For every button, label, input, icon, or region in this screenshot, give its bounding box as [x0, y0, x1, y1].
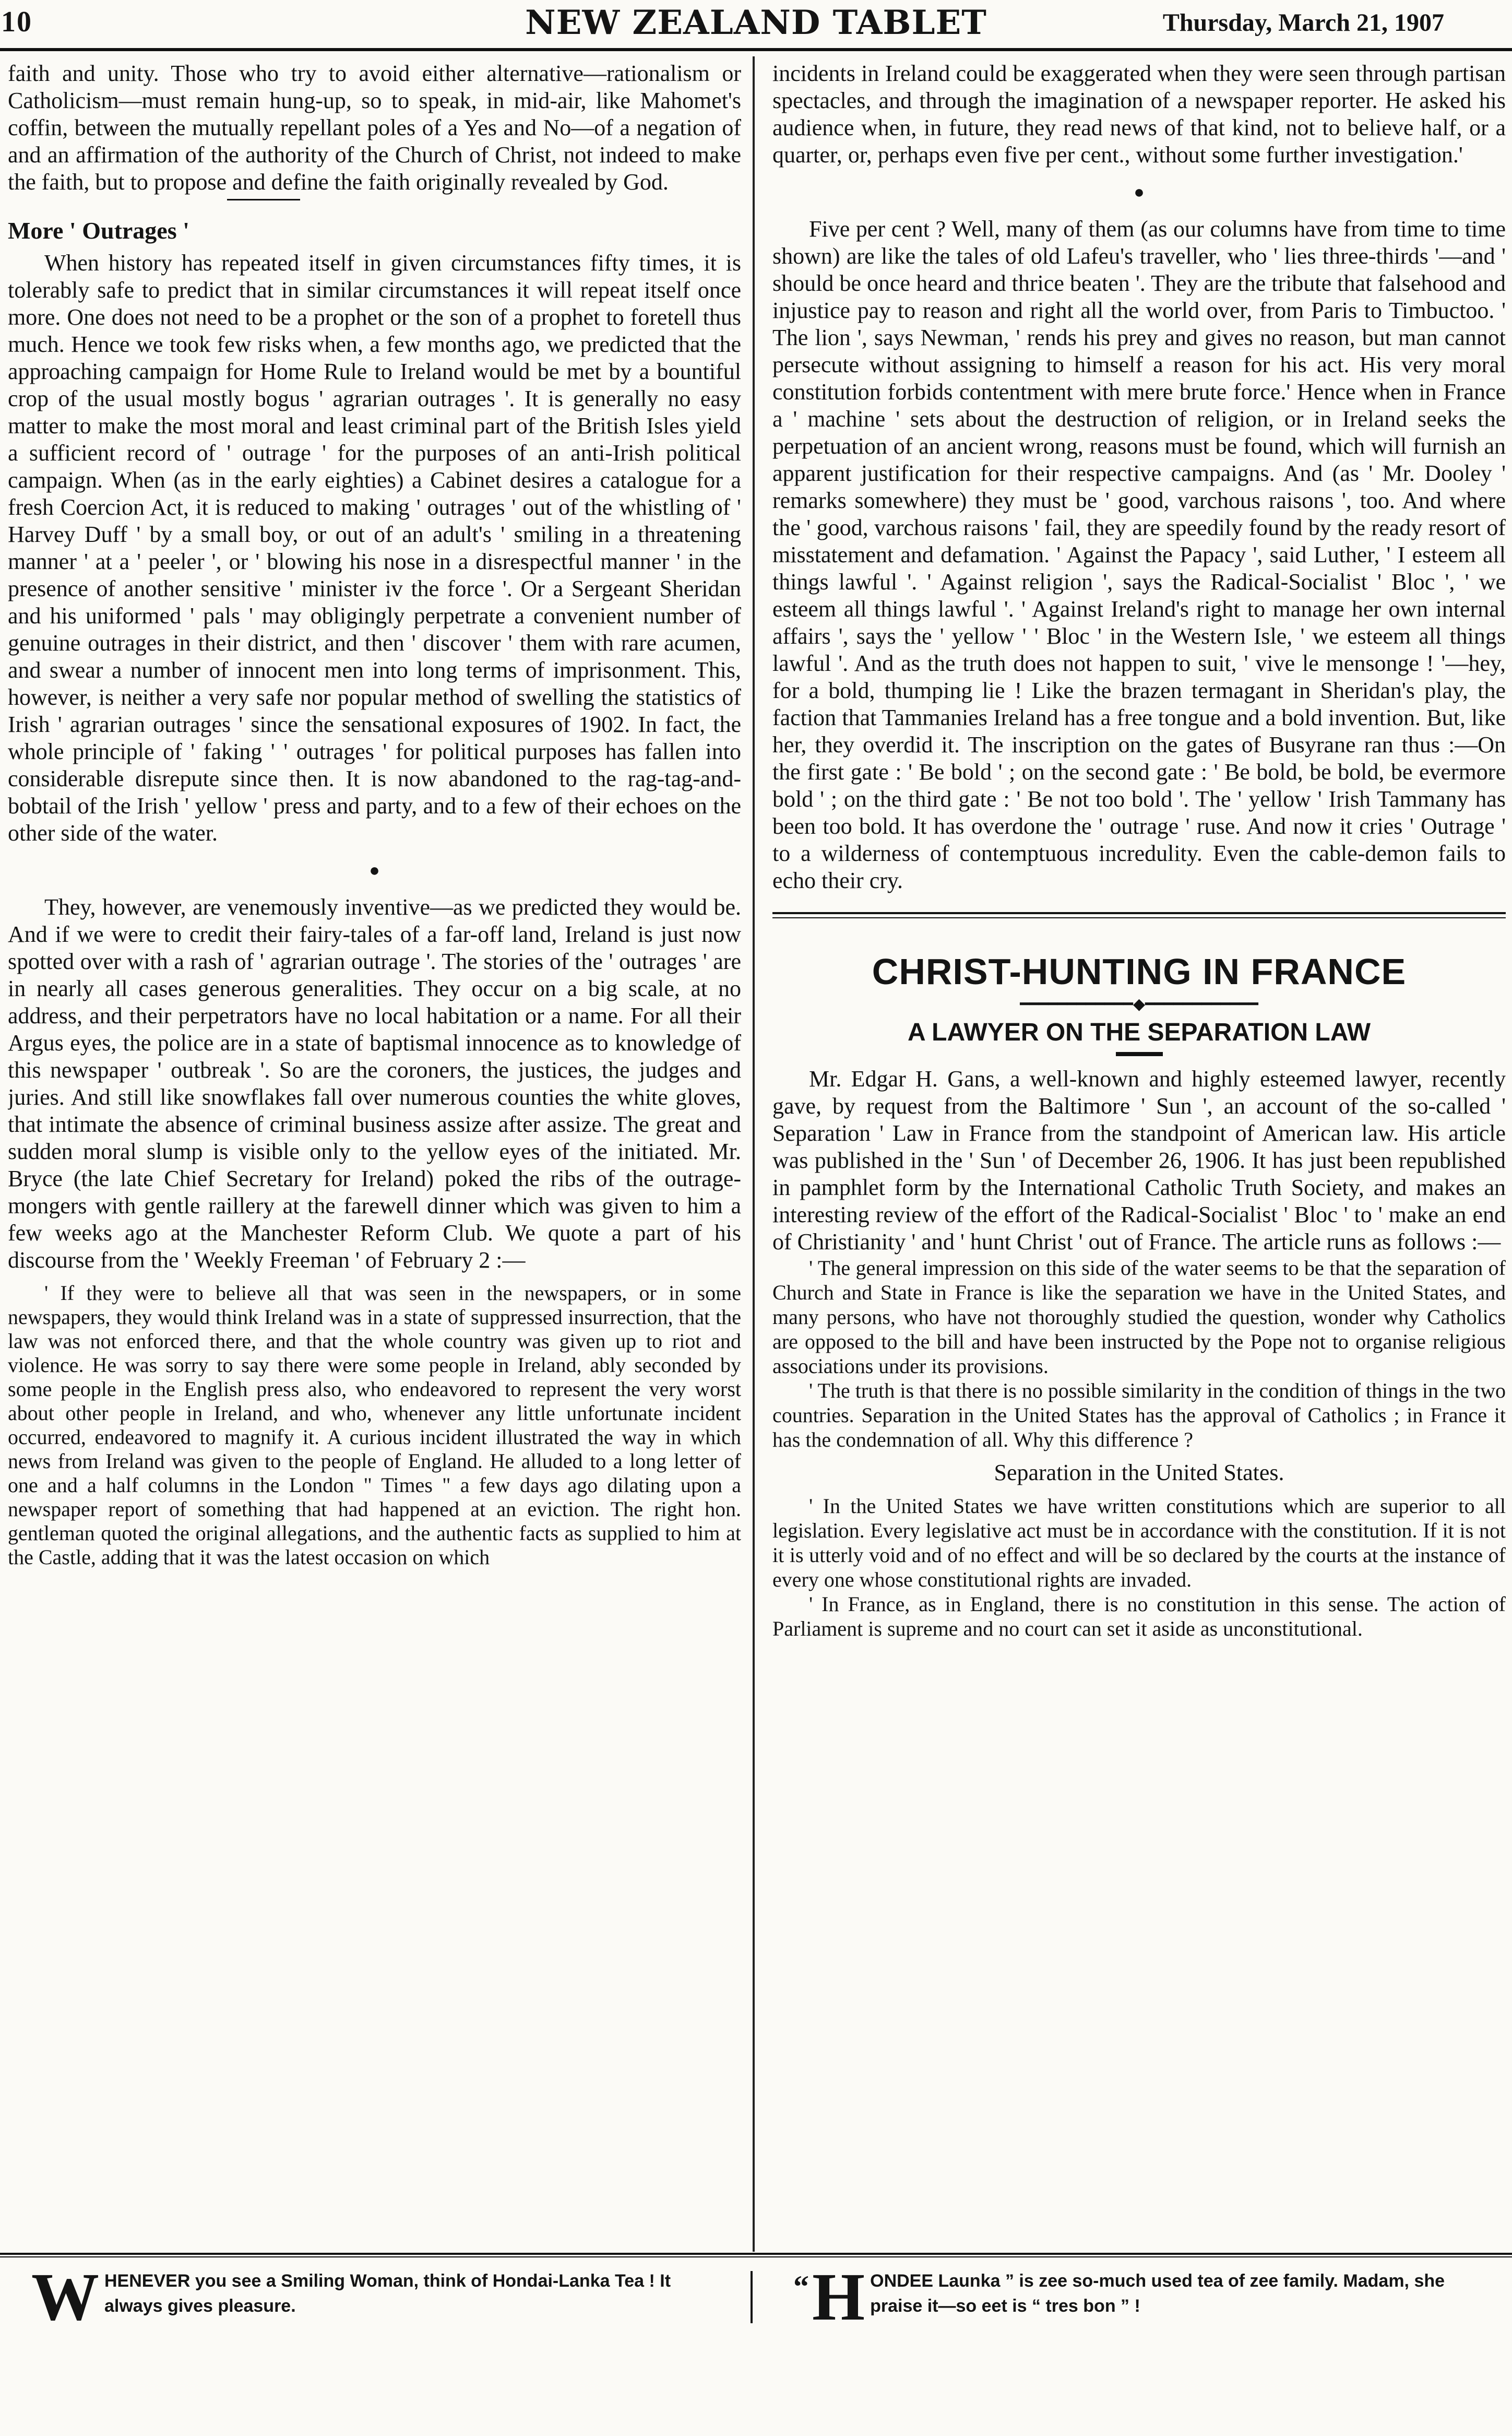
quoted-paragraph: ' In the United States we have written constitutions which are superior to all legislation. Every legislative act must be in accordance with the constitution. If it is not it is utterly void and of no effect and will be so declared by the courts at the instance of every one whose constitutional rights are invaded. [772, 1494, 1506, 1591]
footer-rule-thin [0, 2256, 1512, 2257]
section-heading: More ' Outrages ' [8, 217, 189, 244]
newspaper-title: NEW ZEALAND TABLET [525, 3, 987, 42]
article-paragraph: They, however, are venemously inventive—as we predicted they would be. And if we were to credit their fairy-tales of a far-off land, Ireland is just now spotted over with a rash of ' agrarian outrage '. The stories of the ' outrages ' are in nearly all cases generous generalities. They occur on a big scale, at no address, and their perpetrators have no local habitation or a name. For all their Argus eyes, the police are in a state of baptismal innocence as to knowledge of this newspaper ' outbreak '. So are the coroners, the justices, the judges and juries. And still like snowflakes fall over numerous counties the white gloves, that intimate the absence of criminal business assize after assize. The great and sudden moral slump is visible only to the yellow eyes of the initiated. Mr. Bryce (the late Chief Secretary for Ireland) poked the ribs of the outrage-mongers with gentle raillery at the farewell dinner which was given to him a few weeks ago at the Manchester Reform Club. We quote a part of his discourse from the ' Weekly Freeman ' of February 2 :— [8, 894, 741, 1273]
page-number: 10 [1, 6, 32, 38]
advertisement-right [793, 2260, 1482, 2335]
subsection-heading: Separation in the United States. [994, 1460, 1284, 1485]
ad-text: ONDEE Launka ” is zee so-much used tea of zee family. Madam, she praise it—so eet is “ tres bon ” ! [870, 2271, 1445, 2316]
header-rule [0, 48, 1512, 51]
quoted-paragraph: ' If they were to believe all that was seen in the newspapers, or in some newspapers, they would think Ireland was in a state of suppressed insurrection, that the law was not enforced there, and that the whole country was given up to riot and violence. He was sorry to say there were some people in Ireland, ably seconded by some people in the English press also, who endeavored to represent the very worst about other people in Ireland, and who, whenever any little unfortunate incident occurred, endeavored to magnify it. A curious incident illustrated the way in which news from Ireland was given to the people of England. He alluded to a long letter of one and a half columns in the London " Times " a few days ago dilating upon a newspaper report of something that had happened at an eviction. The right hon. gentleman quoted the original allegations, and the authentic facts as supplied to him at the Castle, adding that it was the latest occasion on which [8, 1281, 741, 1569]
quoted-paragraph: ' The general impression on this side of the water seems to be that the separation of Church and State in France is like the separation we have in the United States, and many persons, who have not thoroughly studied the question, wonder why Catholics are opposed to the bill and have been instructed by the Pope not to organise religious associations under its provisions. [772, 1256, 1506, 1378]
ad-open-quote: “ [793, 2269, 809, 2304]
column-divider [753, 56, 755, 2252]
ornament-bar [1116, 1052, 1163, 1056]
sub-headline: A LAWYER ON THE SEPARATION LAW [907, 1019, 1371, 1046]
footer-rule [0, 2253, 1512, 2255]
article-paragraph: Mr. Edgar H. Gans, a well-known and highly esteemed lawyer, recently gave, by request from the Baltimore ' Sun ', an account of the so-called ' Separation ' Law in France from the standpoint of American law. His article was published in the ' Sun ' of December 26, 1906. It has just been republished in pamphlet form by the International Catholic Truth Society, and makes an interesting review of the effort of the Radical-Socialist ' Bloc ' to ' make an end of Christianity ' and ' hunt Christ ' out of France. The article runs as follows :— [772, 1066, 1506, 1255]
masthead [0, 5, 1512, 47]
article-divider-rule [772, 912, 1506, 918]
headline: CHRIST-HUNTING IN FRANCE [872, 951, 1407, 992]
ad-dropcap: W [31, 2260, 99, 2335]
separator-dot: ● [1134, 183, 1145, 202]
article-paragraph: incidents in Ireland could be exaggerated when they were seen through partisan spectacles, and through the imagination of a newspaper reporter. He asked his audience when, in future, they read news of that kind, not to believe half, or a quarter, or, perhaps even five per cent., without some further investigation.' [772, 61, 1506, 168]
ornament-rule: ━━━━━━━━━━━━◆━━━━━━━━━━━━ [1020, 996, 1258, 1013]
article-paragraph: When history has repeated itself in given circumstances fifty times, it is tolerably safe to predict that in similar circumstances it will repeat itself once more. One does not need to be a prophet or the son of a prophet to foretell thus much. Hence we took few risks when, a few months ago, we predicted that the approaching campaign for Home Rule to Ireland would be met by a bountiful crop of the usual mostly bogus ' agrarian outrages '. It is generally no easy matter to make the most moral and least criminal part of the British Isles yield a sufficient record of ' outrage ' for the purposes of an anti-Irish political campaign. When (as in the early eighties) a Cabinet desires a catalogue for a fresh Coercion Act, it is reduced to making ' outrages ' out of the whistling of ' Harvey Duff ' by a small boy, or out of an adult's ' smiling in a threatening manner ' at a ' peeler ', or ' blowing his nose in a disrespectful manner ' in the presence of another sensitive ' minister iv the force '. Or a Sergeant Sheridan and his uniformed ' pals ' may obligingly perpetrate a convenient number of genuine outrages in their district, and then ' discover ' them with rare acumen, and swear a number of innocent men into long terms of imprisonment. This, however, is neither a very safe nor popular method of swelling the statistics of Irish ' agrarian outrages ' since the sensational exposures of 1902. In fact, the whole principle of ' faking ' ' outrages ' for political purposes has fallen into considerable disrepute since then. It is now abandoned to the rag-tag-and-bobtail of the Irish ' yellow ' press and party, and to a few of their echoes on the other side of the water. [8, 250, 741, 846]
article-paragraph: Five per cent ? Well, many of them (as our columns have from time to time shown) are like the tales of old Lafeu's traveller, who ' lies three-thirds '—and ' should be once heard and thrice beaten '. They are the tribute that falsehood and injustice pay to reason and right all the world over, from Paris to Timbuctoo. ' The lion ', says Newman, ' rends his prey and gives no reason, but man cannot persecute without assigning to himself a reason for his act. His very moral constitution forbids contentment with mere brute force.' Hence when in France a ' machine ' sets about the destruction of religion, or in Ireland seeks the perpetuation of an ancient wrong, reasons must be found, which will furnish an apparent justification for their respective campaigns. And (as ' Mr. Dooley ' remarks somewhere) they must be ' good, varchous raisons ', too. And where the ' good, varchous raisons ' fail, they are speedily found by the ready resort of misstatement and defamation. ' Against the Papacy ', said Luther, ' I esteem all things lawful '. ' Against religion ', says the Radical-Socialist ' Bloc ', ' we esteem all things lawful '. ' Against Ireland's right to manage her own internal affairs ', says the ' yellow ' ' Bloc ' in the Western Isle, ' we esteem all things lawful '. And as the truth does not happen to suit, ' vive le mensonge ! '—hey, for a bold, thumping lie ! Like the brazen termagant in Sheridan's play, the faction that Tammanies Ireland has a free tongue and a bold invention. But, like her, they overdid it. The inscription on the gates of Busyrane ran thus :—On the first gate : ' Be bold ' ; on the second gate : ' Be bold, be bold, be evermore bold ' ; on the third gate : ' Be not too bold '. The ' yellow ' Irish Tammany has been too bold. It has overdone the ' outrage ' ruse. And now it cries ' Outrage ' to a wilderness of contemptuous incredulity. Even the cable-demon fails to echo their cry. [772, 216, 1506, 893]
issue-date: Thursday, March 21, 1907 [1162, 9, 1444, 37]
ad-dropcap: H [812, 2260, 865, 2335]
advertisement-left [31, 2260, 720, 2335]
article-paragraph: faith and unity. Those who try to avoid either alternative—rationalism or Catholicism—must remain hung-up, so to speak, in mid-air, like Mahomet's coffin, between the mutually repellant poles of a Yes and No—of a negation of and an affirmation of the authority of the Church of Christ, not indeed to make the faith, but to propose and define the faith originally revealed by God. [8, 61, 741, 195]
right-column [772, 60, 1506, 2250]
quoted-paragraph: ' In France, as in England, there is no constitution in this sense. The action of Parliament is supreme and no court can set it aside as unconstitutional. [772, 1592, 1506, 1640]
section-rule [227, 199, 300, 200]
left-column [8, 60, 741, 2250]
ad-text: HENEVER you see a Smiling Woman, think of Hondai-Lanka Tea ! It always gives pleasure. [104, 2271, 671, 2316]
separator-dot: ● [369, 861, 380, 880]
ad-divider [751, 2271, 753, 2323]
quoted-paragraph: ' The truth is that there is no possible similarity in the condition of things in the two countries. Separation in the United States has the approval of Catholics ; in France it has the condemnation of all. Why this difference ? [772, 1379, 1506, 1451]
